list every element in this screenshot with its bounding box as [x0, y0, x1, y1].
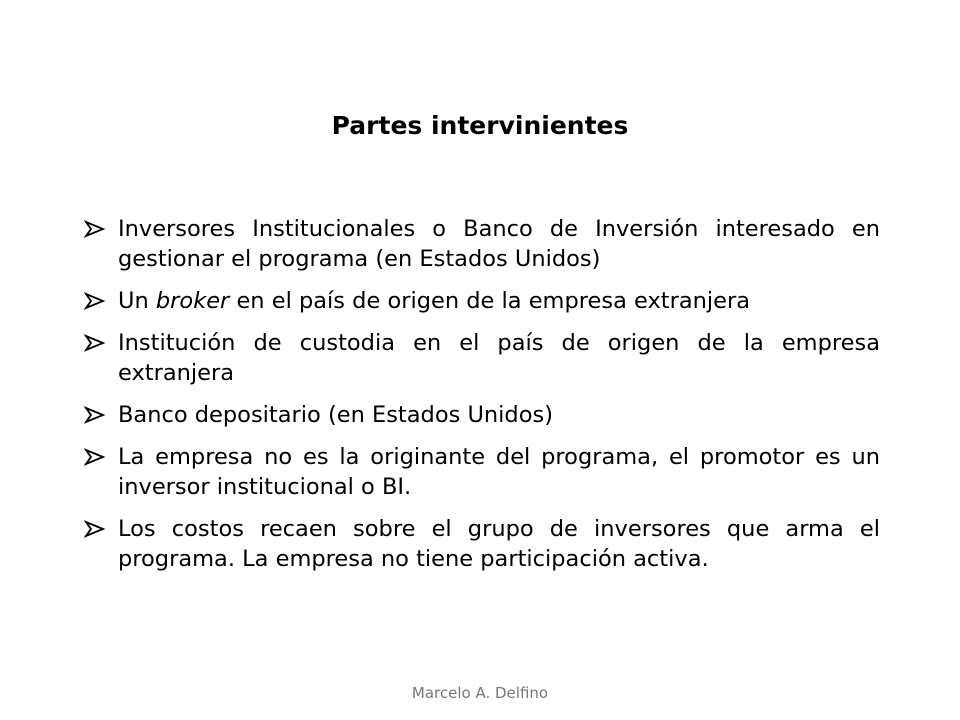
bullet-list — [84, 214, 880, 586]
arrowhead-bullet-icon — [84, 443, 106, 471]
bullet-text: Los costos recaen sobre el grupo de inversores que arma el programa. La empresa no tiene participación activa. — [118, 516, 880, 572]
bullet-item — [84, 214, 880, 274]
arrowhead-bullet-icon — [84, 329, 106, 357]
bullet-text-before: Un — [118, 288, 156, 314]
bullet-item — [84, 328, 880, 388]
bullet-text — [118, 288, 750, 314]
bullet-text-after: en el país de origen de la empresa extranjera — [229, 288, 751, 314]
bullet-text: Banco depositario (en Estados Unidos) — [118, 402, 553, 428]
bullet-item — [84, 514, 880, 574]
bullet-item — [84, 286, 880, 316]
arrowhead-bullet-icon — [84, 215, 106, 243]
bullet-text: Institución de custodia en el país de origen de la empresa extranjera — [118, 330, 880, 386]
slide-title: Partes intervinientes — [331, 111, 629, 140]
bullet-text: La empresa no es la originante del programa, el promotor es un inversor institucional o BI. — [118, 444, 880, 500]
bullet-item — [84, 442, 880, 502]
bullet-text: Inversores Institucionales o Banco de Inversión interesado en gestionar el programa (en Estados Unidos) — [118, 216, 880, 272]
arrowhead-bullet-icon — [84, 515, 106, 543]
arrowhead-bullet-icon — [84, 287, 106, 315]
arrowhead-bullet-icon — [84, 401, 106, 429]
bullet-item — [84, 400, 880, 430]
bullet-text-emphasis: broker — [155, 288, 230, 314]
footer-author: Marcelo A. Delfino — [411, 684, 549, 702]
